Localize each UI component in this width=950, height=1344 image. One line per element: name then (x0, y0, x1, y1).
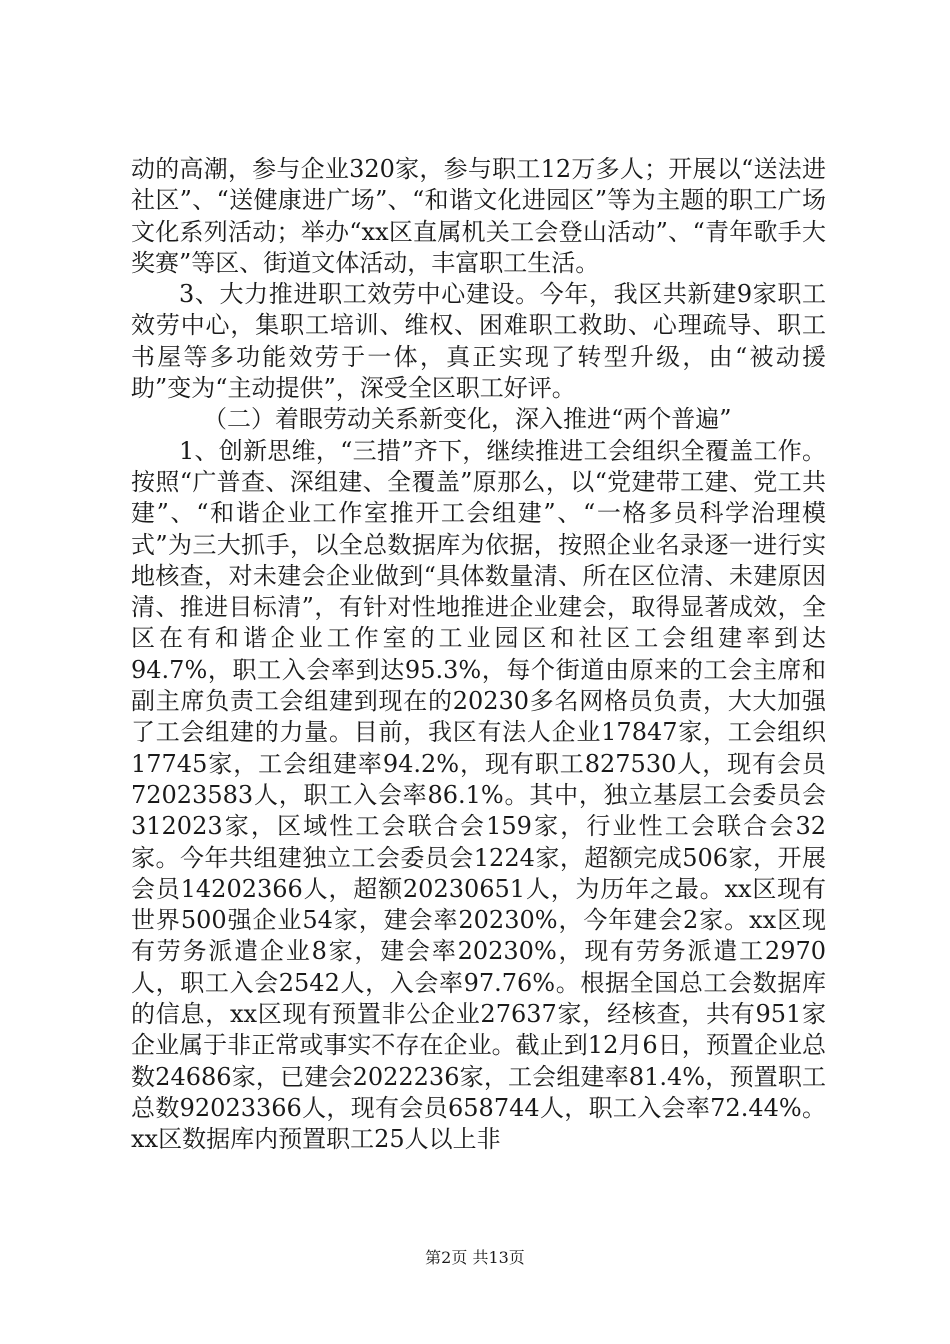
section-heading: （二）着眼劳动关系新变化，深入推进“两个普遍” (203, 405, 732, 434)
paragraph-1: 动的高潮，参与企业320家，参与职工12万多人；开展以“送法进社区”、“送健康进广场”、“和谐文化进园区”等为主题的职工广场文化系列活动；举办“xx区直属机关工会登山活动”、“青年歌手大奖赛”等区、街道文体活动，丰富职工生活。 (131, 155, 826, 277)
page-footer: 第2页 共13页 (425, 1248, 525, 1267)
paragraph-2: 3、大力推进职工效劳中心建设。今年，我区共新建9家职工效劳中心，集职工培训、维权、困难职工救助、心理疏导、职工书屋等多功能效劳于一体，真正实现了转型升级，由“被动援助”变为“主动提供”，深受全区职工好评。 (131, 280, 826, 403)
document-body (131, 154, 826, 1156)
paragraph-3: 1、创新思维，“三措”齐下，继续推进工会组织全覆盖工作。按照“广普查、深组建、全覆盖”原那么，以“党建带工建、党工共建”、“和谐企业工作室推开工会组建”、“一格多员科学治理模式”为三大抓手，以全总数据库为依据，按照企业名录逐一进行实地核查，对未建会企业做到“具体数量清、所在区位清、未建原因清、推进目标清”，有针对性地推进企业建会，取得显著成效，全区在有和谐企业工作室的工业园区和社区工会组建率到达94.7%，职工入会率到达95.3%，每个街道由原来的工会主席和副主席负责工会组建到现在的20230多名网格员负责，大大加强了工会组建的力量。目前，我区有法人企业17847家，工会组织17745家，工会组建率94.2%，现有职工827530人，现有会员72023583人，职工入会率86.1%。其中，独立基层工会委员会312023家，区域性工会联合会159家，行业性工会联合会32家。今年共组建独立工会委员会1224家，超额完成506家，开展会员14202366人，超额20230651人，为历年之最。xx区现有世界500强企业54家，建会率20230%，今年建会2家。xx区现有劳务派遣企业8家，建会率20230%，现有劳务派遣工2970人，职工入会2542人，入会率97.76%。根据全国总工会数据库的信息，xx区现有预置非公企业27637家，经核查，共有951家企业属于非正常或事实不存在企业。截止到12月6日，预置企业总数24686家，已建会2022236家，工会组建率81.4%，预置职工总数92023366人，现有会员658744人，职工入会率72.44%。xx区数据库内预置职工25人以上非 (131, 436, 826, 1154)
